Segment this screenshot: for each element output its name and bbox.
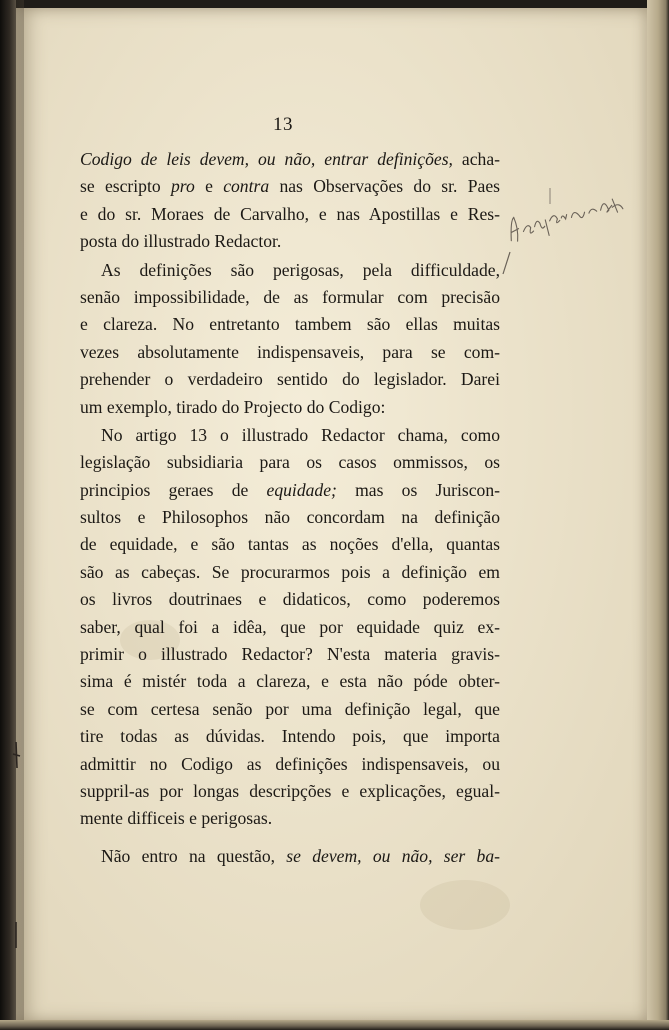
text-run: primir o illustrado Redactor? N'esta materia gravis-	[80, 644, 500, 665]
page-fore-edge	[647, 0, 669, 1030]
text-line	[80, 805, 500, 832]
text-run: e clareza. No entretanto tambem são ellas muitas	[80, 314, 500, 335]
text-line	[80, 668, 500, 695]
text-run: se escripto	[80, 176, 171, 197]
italic-text-run: contra	[223, 176, 270, 197]
text-line	[80, 531, 500, 558]
text-line	[80, 559, 500, 586]
text-line	[80, 614, 500, 641]
text-line	[80, 394, 500, 421]
text-line	[80, 778, 500, 805]
text-run: são as cabeças. Se procurarmos pois a definição em	[80, 561, 500, 582]
text-line	[80, 366, 500, 393]
page-top-edge	[0, 0, 669, 8]
text-line	[80, 228, 500, 255]
binding-shadow	[0, 0, 24, 1030]
text-run: mas os Juriscon-	[336, 479, 500, 500]
binding-thread-mark	[8, 740, 22, 770]
text-run: mente difficeis e perigosas.	[80, 808, 273, 829]
text-run: acha-	[452, 149, 501, 169]
binding-thread-mark	[8, 920, 22, 950]
text-run: legislação subsidiaria para os casos ommissos, os	[80, 452, 500, 473]
text-line	[80, 586, 500, 613]
text-run: sima é mistér toda a clareza, e esta não póde obter-	[80, 671, 500, 692]
text-run: um exemplo, tirado do Projecto do Codigo:	[80, 396, 386, 417]
text-run: sultos e Philosophos não concordam na definição	[80, 507, 500, 528]
text-run: No artigo 13 o illustrado Redactor chama, como	[101, 424, 500, 445]
text-run: Não entro na questão,	[101, 845, 287, 866]
text-line	[80, 201, 500, 228]
italic-text-run: pro	[170, 176, 195, 197]
text-line	[80, 422, 500, 449]
text-run: de equidade, e são tantas as noções d'ella, quantas	[80, 534, 500, 555]
text-line	[80, 257, 500, 284]
text-line	[80, 477, 500, 504]
text-line	[80, 723, 500, 750]
text-run: os livros doutrinaes e didaticos, como poderemos	[80, 589, 500, 610]
italic-text-run: equidade;	[266, 479, 337, 500]
italic-text-run: se devem, ou não, ser ba-	[286, 845, 500, 866]
text-run: posta do illustrado Redactor.	[80, 231, 282, 252]
body-text	[80, 146, 500, 870]
text-line	[80, 641, 500, 668]
page-number: 13	[273, 114, 293, 135]
text-run: senão impossibilidade, de as formular com precisão	[80, 286, 500, 307]
paper-stain	[420, 880, 510, 930]
text-line	[80, 449, 500, 476]
text-line	[80, 173, 500, 200]
text-run: suppril-as por longas descripções e explicações, egual-	[80, 780, 500, 801]
pencil-slash-mark	[500, 250, 512, 276]
text-run: e do sr. Moraes de Carvalho, e nas Apostillas e Res-	[80, 203, 500, 224]
text-line	[80, 504, 500, 531]
page-bottom-edge	[0, 1020, 669, 1030]
text-line	[80, 311, 500, 338]
text-run: vezes absolutamente indispensaveis, para se com-	[80, 341, 500, 362]
text-run: As definições são perigosas, pela difficuldade,	[101, 259, 500, 280]
text-run: nas Observações do sr. Paes	[269, 176, 500, 197]
text-line	[80, 843, 500, 870]
text-run: se com certesa senão por uma definição legal, que	[80, 698, 500, 719]
text-run: tire todas as dúvidas. Intendo pois, que importa	[80, 726, 500, 747]
text-line	[80, 696, 500, 723]
text-run: principios geraes de	[80, 479, 267, 500]
text-run: e	[194, 176, 224, 197]
text-line	[80, 751, 500, 778]
text-run: saber, qual foi a idêa, que por equidade quiz ex-	[80, 616, 500, 637]
text-line	[80, 146, 500, 173]
text-run: prehender o verdadeiro sentido do legislador. Darei	[80, 369, 500, 390]
text-line	[80, 284, 500, 311]
text-run: admittir no Codigo as definições indispensaveis, ou	[80, 753, 500, 774]
text-line	[80, 339, 500, 366]
italic-text-run: Codigo de leis devem, ou não, entrar definições,	[80, 149, 453, 169]
